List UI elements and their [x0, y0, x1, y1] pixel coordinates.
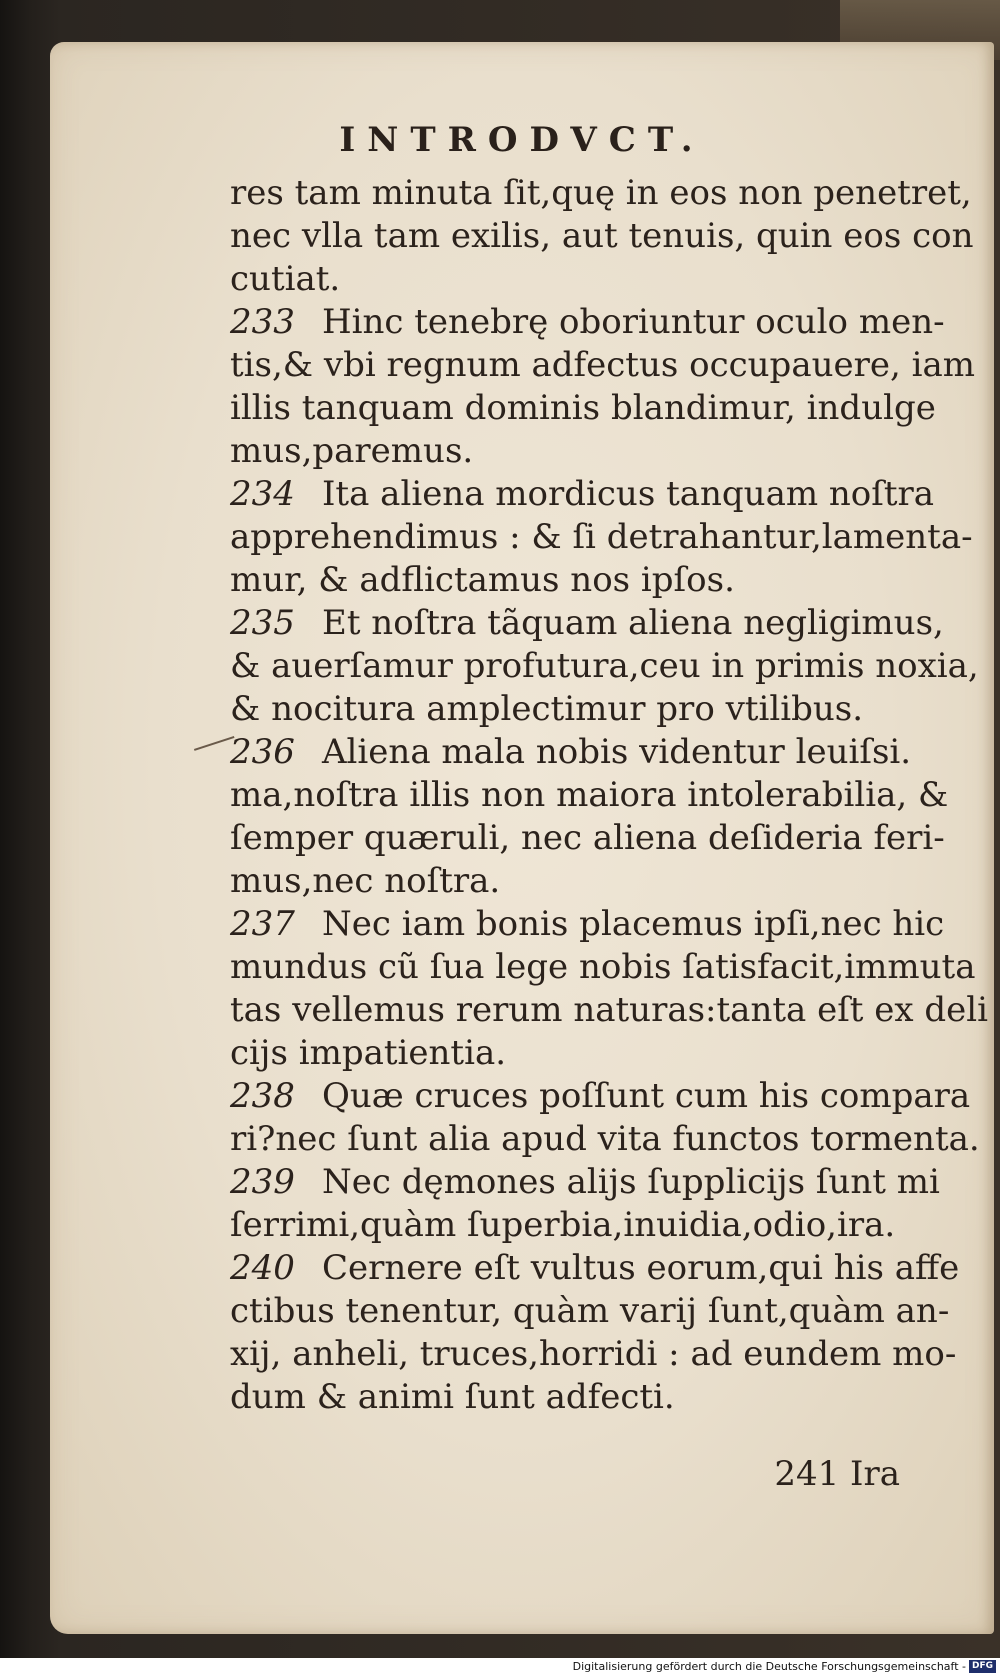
text-line: [230, 301, 975, 344]
text-line: [230, 731, 975, 774]
paragraph-number: 236: [230, 732, 295, 772]
text-line: [230, 387, 975, 430]
text-line: [230, 688, 975, 731]
text-line: [230, 1290, 975, 1333]
line-text: Hinc tenebrę oboriuntur oculo men-: [322, 302, 945, 342]
text-line: [230, 1376, 975, 1419]
text-line: [230, 172, 975, 215]
line-text: Quæ cruces poſſunt cum his compara: [322, 1076, 971, 1116]
line-text: cutiat.: [230, 259, 341, 299]
paragraph-number: 237: [230, 904, 295, 944]
line-text: ctibus tenentur, quàm varij ſunt,quàm an-: [230, 1291, 950, 1331]
line-text: apprehendimus : & ſi detrahantur,lamenta-: [230, 517, 973, 557]
paragraph-number: 235: [230, 603, 295, 643]
line-text: mus,nec noſtra.: [230, 861, 501, 901]
line-text: ſerrimi,quàm ſuperbia,inuidia,odio,ira.: [230, 1205, 896, 1245]
text-line: [230, 516, 975, 559]
line-text: Nec dęmones alijs ſupplicijs ſunt mi: [322, 1162, 940, 1202]
line-text: Cernere eſt vultus eorum,qui his affe: [322, 1248, 960, 1288]
line-text: & auerſamur profutura,ceu in primis noxia,: [230, 646, 979, 686]
text-block: [230, 172, 988, 1419]
text-line: [230, 258, 975, 301]
line-text: & nocitura amplectimur pro vtilibus.: [230, 689, 864, 729]
line-text: tis,& vbi regnum adfectus occupauere, iam: [230, 345, 975, 385]
line-text: Ita aliena mordicus tanquam noſtra: [322, 474, 935, 514]
book-page: [50, 42, 994, 1634]
line-text: mus,paremus.: [230, 431, 474, 471]
line-text: dum & animi ſunt adfecti.: [230, 1377, 675, 1417]
text-line: [230, 903, 975, 946]
line-text: res tam minuta ſit,quę in eos non penetret,: [230, 173, 972, 213]
text-line: [230, 602, 975, 645]
text-line: [230, 1032, 975, 1075]
text-line: [230, 215, 975, 258]
line-text: tas vellemus rerum naturas:tanta eſt ex deli: [230, 990, 988, 1030]
line-text: cijs impatientia.: [230, 1033, 507, 1073]
footer-credit: Digitalisierung gefördert durch die Deutsche Forschungsgemeinschaft -: [572, 1660, 966, 1673]
text-line: [230, 1161, 975, 1204]
paragraph-number: 234: [230, 474, 295, 514]
text-line: [230, 1204, 975, 1247]
text-line: [230, 1075, 975, 1118]
line-text: Nec iam bonis placemus ipſi,nec hic: [322, 904, 945, 944]
line-text: ri?nec ſunt alia apud vita functos tormenta.: [230, 1119, 980, 1159]
text-line: [230, 1247, 975, 1290]
text-line: [230, 1333, 975, 1376]
dfg-logo: DFG: [969, 1660, 996, 1673]
line-text: illis tanquam dominis blandimur, indulge: [230, 388, 936, 428]
running-header: INTRODVCT.: [339, 120, 705, 160]
text-line: [230, 817, 975, 860]
line-text: Et noſtra tãquam aliena negligimus,: [322, 603, 944, 643]
line-text: mur, & adflictamus nos ipſos.: [230, 560, 735, 600]
catchword: 241 Ira: [774, 1454, 900, 1494]
paragraph-number: 238: [230, 1076, 295, 1116]
paragraph-number: 240: [230, 1248, 295, 1288]
line-text: Aliena mala nobis videntur leuiſsi.: [322, 732, 912, 772]
text-line: [230, 645, 979, 688]
text-line: [230, 989, 988, 1032]
text-line: [230, 430, 975, 473]
line-text: mundus cũ ſua lege nobis ſatisfacit,immuta: [230, 947, 976, 987]
line-text: ſemper quæruli, nec aliena deſideria feri-: [230, 818, 945, 858]
text-line: [230, 774, 975, 817]
text-line: [230, 946, 975, 989]
text-line: [230, 344, 975, 387]
line-text: xij, anheli, truces,horridi : ad eundem mo-: [230, 1334, 957, 1374]
line-text: ma,noſtra illis non maiora intolerabilia, &: [230, 775, 949, 815]
paragraph-number: 239: [230, 1162, 295, 1202]
paragraph-number: 233: [230, 302, 295, 342]
text-line: [230, 559, 975, 602]
text-line: [230, 1118, 980, 1161]
line-text: nec vlla tam exilis, aut tenuis, quin eos con: [230, 216, 974, 256]
text-line: [230, 473, 975, 516]
text-line: [230, 860, 975, 903]
